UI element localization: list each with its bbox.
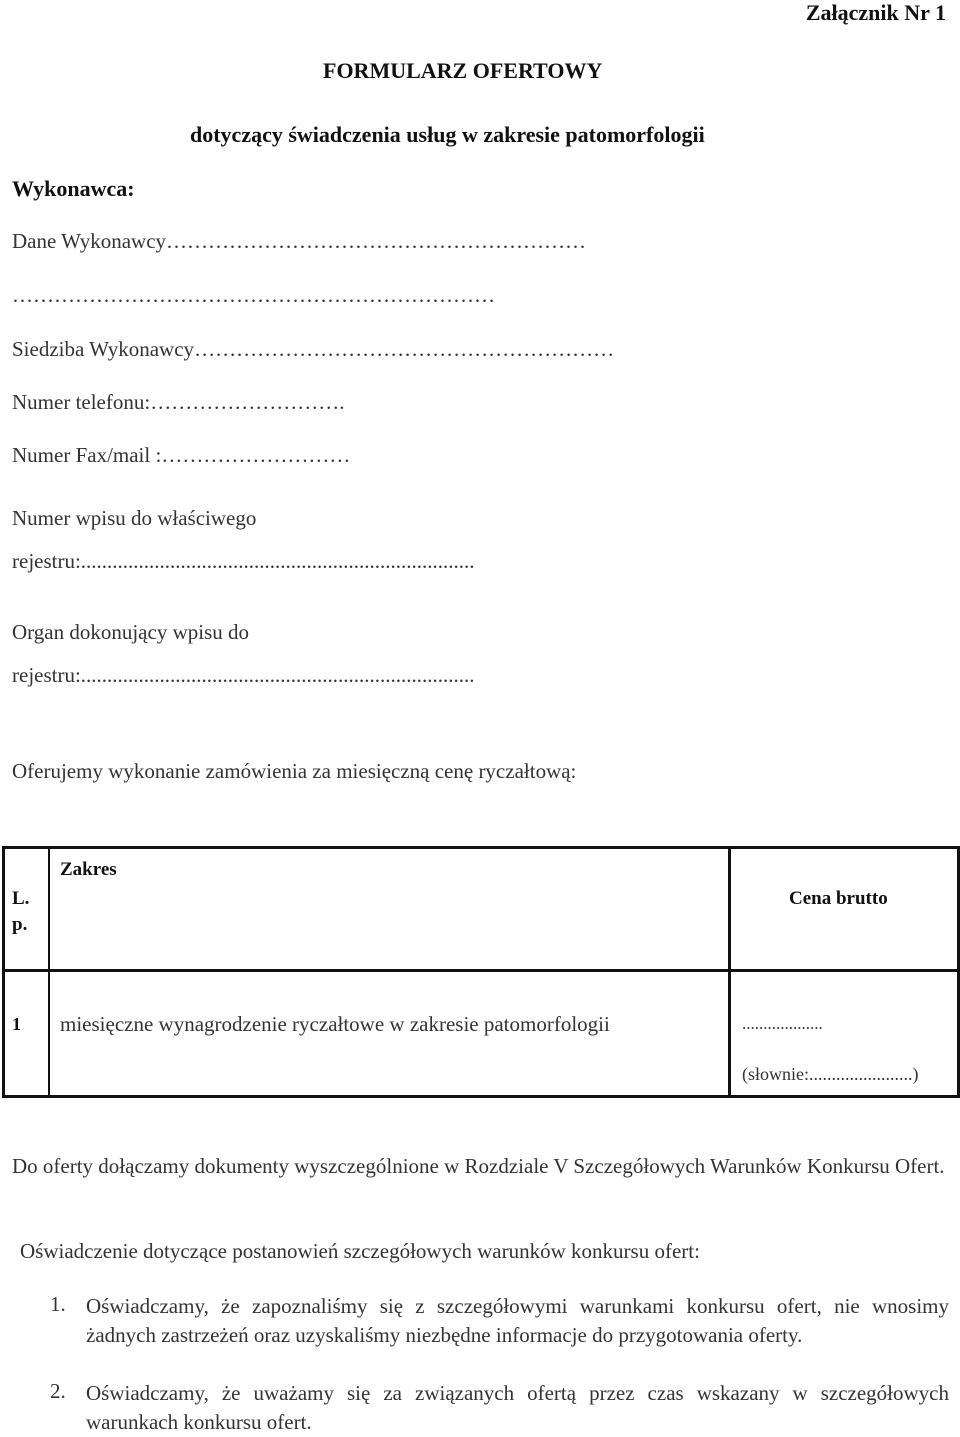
row-price-words-field[interactable]: (słownie:.......................) — [742, 1064, 919, 1084]
contractor-fax-field[interactable] — [12, 443, 350, 468]
register-number-label: Numer wpisu do właściwego — [12, 506, 257, 530]
contractor-name-fill-line[interactable]: …………………………………………………………… — [12, 283, 495, 307]
register-number-field[interactable]: rejestru:........................................................................... — [12, 549, 475, 573]
register-organ-label: Organ dokonujący wpisu do — [12, 620, 249, 644]
statement-text: Oświadczamy, że zapoznaliśmy się z szczegółowymi warunkami konkursu ofert, nie wnosimy żadnych zastrzeżeń oraz uzyskaliśmy niezbędne informacje do przygotowania oferty. — [86, 1294, 949, 1347]
offer-intro: Oferujemy wykonanie zamówienia za miesięczną cenę ryczałtową: — [12, 759, 577, 783]
price-table — [0, 846, 960, 1098]
contractor-seat-field[interactable] — [12, 337, 614, 362]
contractor-phone-fill: ………………………. — [150, 390, 345, 414]
statement-number: 1. — [50, 1292, 66, 1316]
table-rule-col1 — [48, 846, 50, 1098]
contractor-fax-fill: ……………………… — [161, 443, 351, 467]
header-price: Cena brutto — [789, 888, 888, 909]
table-rule-col2 — [728, 846, 731, 1098]
form-title: FORMULARZ OFERTOWY — [323, 58, 603, 83]
contractor-name-label: Dane Wykonawcy — [12, 229, 167, 253]
register-organ-field[interactable]: rejestru:........................................................................... — [12, 663, 475, 687]
statement-number: 2. — [50, 1379, 66, 1403]
statement-text: Oświadczamy, że uważamy się za związanych ofertą przez czas wskazany w szczegółowych warunkach konkursu ofert. — [86, 1381, 949, 1434]
annex-label: Załącznik Nr 1 — [805, 0, 946, 25]
row-scope: miesięczne wynagrodzenie ryczałtowe w zakresie patomorfologii — [60, 1012, 610, 1036]
contractor-heading: Wykonawca: — [12, 176, 135, 201]
attachments-note: Do oferty dołączamy dokumenty wyszczególnione w Rozdziale V Szczegółowych Warunków Konkursu Ofert. — [12, 1154, 945, 1178]
table-rule-left — [2, 846, 5, 1098]
table-rule-bottom — [2, 1095, 960, 1098]
header-lp-line2: p. — [12, 914, 28, 935]
table-rule-middle — [2, 969, 960, 972]
contractor-seat-label: Siedziba Wykonawcy — [12, 337, 195, 361]
contractor-phone-field[interactable] — [12, 390, 344, 415]
contractor-phone-label: Numer telefonu: — [12, 390, 151, 414]
contractor-name-field[interactable] — [12, 229, 586, 254]
row-lp: 1 — [12, 1014, 21, 1034]
table-rule-top — [2, 846, 960, 849]
header-scope: Zakres — [60, 859, 117, 880]
contractor-seat-fill: …………………………………………………… — [194, 337, 615, 361]
form-subtitle: dotyczący świadczenia usług w zakresie patomorfologii — [190, 122, 705, 147]
contractor-fax-label: Numer Fax/mail : — [12, 443, 162, 467]
header-lp-line1: L. — [12, 888, 30, 909]
row-price-field[interactable]: ................... — [742, 1014, 823, 1033]
statement-heading: Oświadczenie dotyczące postanowień szczegółowych warunków konkursu ofert: — [20, 1239, 700, 1263]
contractor-name-fill: …………………………………………………… — [166, 229, 587, 253]
